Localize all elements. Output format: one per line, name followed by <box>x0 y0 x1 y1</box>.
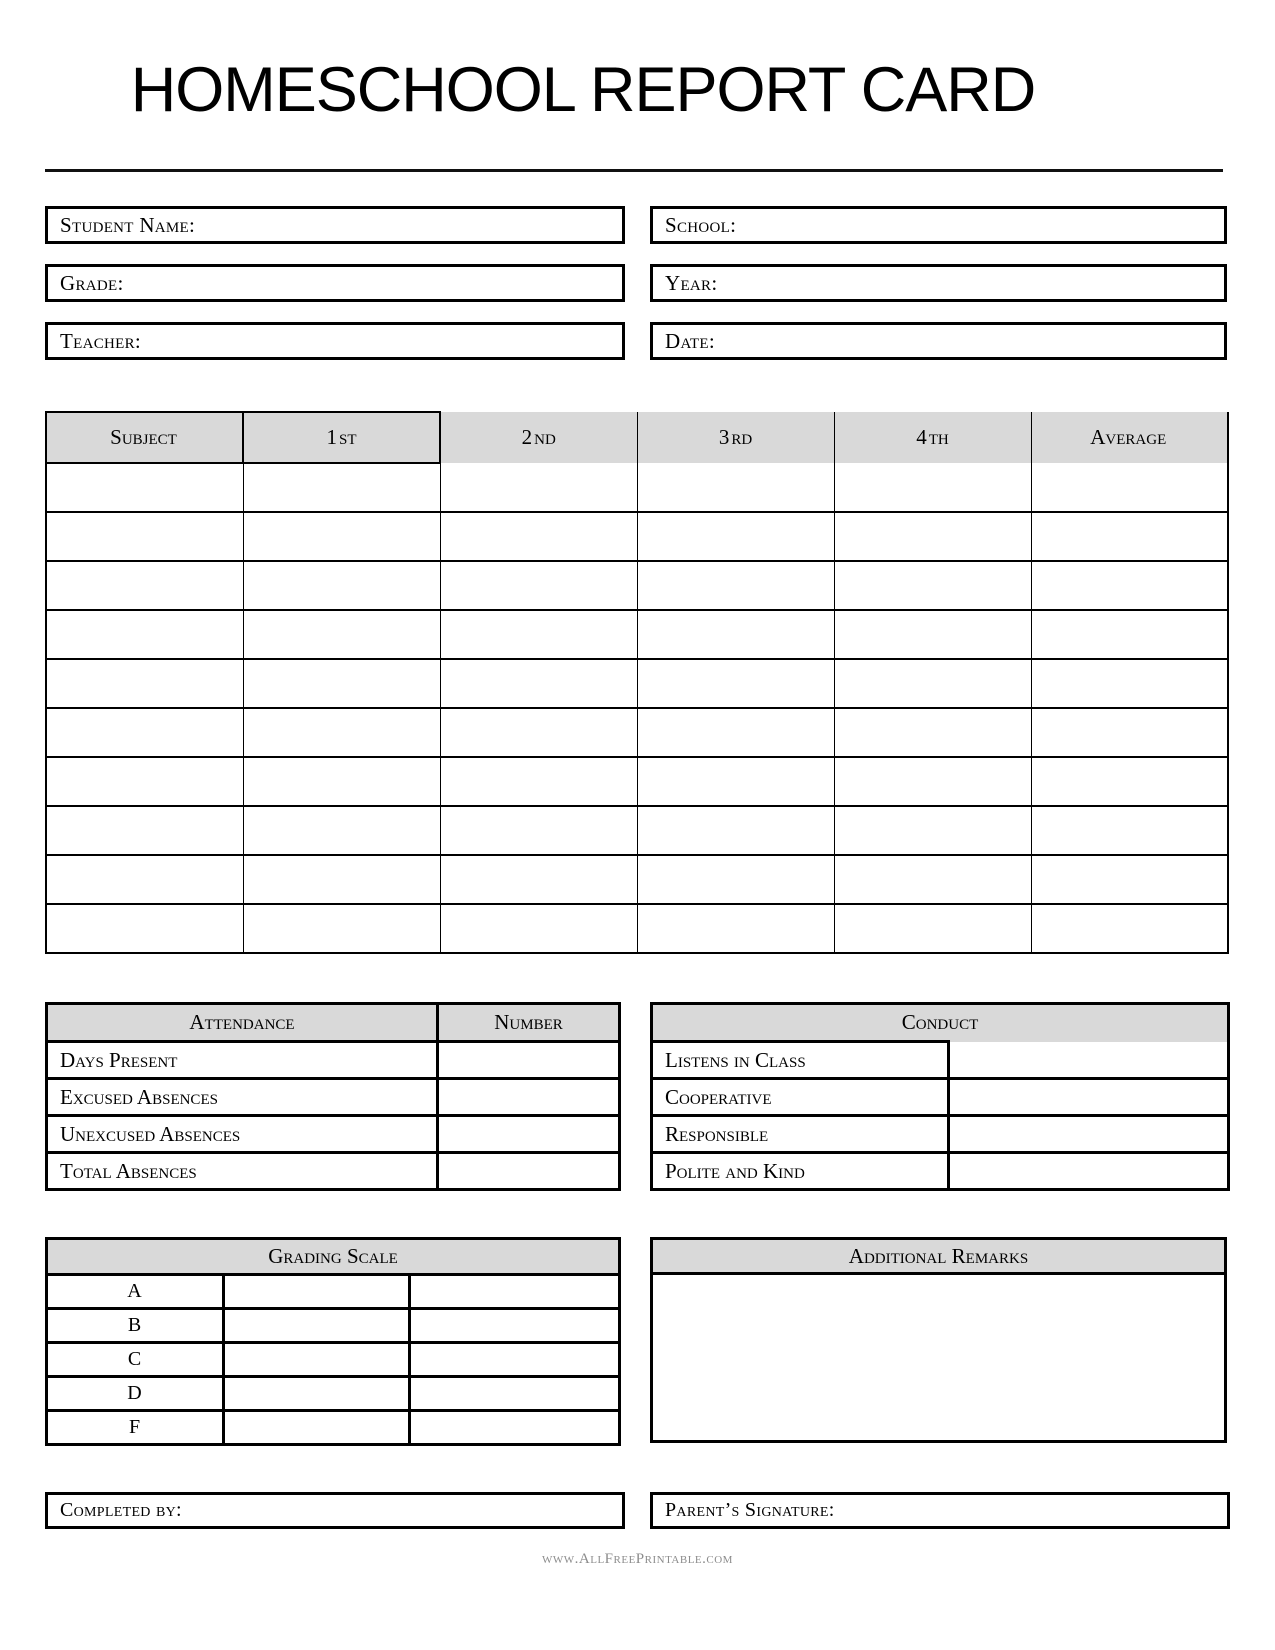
first-quarter-column-header: 1 ST <box>243 412 440 463</box>
subject-cell <box>46 610 243 659</box>
subject-cell <box>1031 659 1228 708</box>
subject-row <box>46 463 1228 512</box>
subject-row <box>46 610 1228 659</box>
subject-row <box>46 561 1228 610</box>
subject-cell <box>46 512 243 561</box>
grade-f-label: F <box>47 1411 224 1445</box>
conduct-row <box>652 1042 1229 1079</box>
subject-cell <box>1031 610 1228 659</box>
subject-cell <box>46 708 243 757</box>
subject-cell <box>46 855 243 904</box>
subject-cell <box>243 806 440 855</box>
grade-a-label: A <box>47 1275 224 1309</box>
subject-cell <box>46 757 243 806</box>
subject-row <box>46 708 1228 757</box>
grading-scale-row <box>47 1411 620 1445</box>
subject-cell <box>834 757 1031 806</box>
subject-row <box>46 904 1228 953</box>
teacher-field <box>45 322 625 360</box>
parents-signature-label: Parent’s Signature: <box>665 1499 835 1521</box>
subject-cell <box>1031 512 1228 561</box>
unexcused-absences-label: Unexcused Absences <box>47 1116 438 1153</box>
subject-cell <box>440 757 637 806</box>
attendance-table <box>45 1002 621 1191</box>
subject-cell <box>440 855 637 904</box>
conduct-header-row <box>652 1004 1229 1042</box>
grade-c-extra-cell <box>410 1343 620 1377</box>
date-label: Date: <box>665 328 715 353</box>
subject-cell <box>834 610 1031 659</box>
subject-row <box>46 659 1228 708</box>
polite-and-kind-value-cell <box>949 1153 1229 1190</box>
subject-cell <box>46 904 243 953</box>
total-absences-value-cell <box>438 1153 620 1190</box>
polite-and-kind-label: Polite and Kind <box>652 1153 949 1190</box>
days-present-value-cell <box>438 1042 620 1079</box>
days-present-label: Days Present <box>47 1042 438 1079</box>
attendance-row <box>47 1079 620 1116</box>
subject-cell <box>1031 561 1228 610</box>
attendance-column-header: Attendance <box>47 1004 438 1042</box>
subject-table-header-row <box>46 412 1228 463</box>
student-name-field <box>45 206 625 244</box>
grading-scale-column-header: Grading Scale <box>47 1239 620 1275</box>
student-name-label: Student Name: <box>60 212 196 237</box>
subject-cell <box>440 708 637 757</box>
subject-cell <box>243 904 440 953</box>
subject-cell <box>1031 855 1228 904</box>
attendance-row <box>47 1116 620 1153</box>
subject-column-header: Subject <box>46 412 243 463</box>
subject-cell <box>243 708 440 757</box>
subject-cell <box>46 561 243 610</box>
grade-f-extra-cell <box>410 1411 620 1445</box>
subject-grades-table <box>45 411 1227 954</box>
subject-cell <box>637 561 834 610</box>
subject-cell <box>46 463 243 512</box>
school-field <box>650 206 1227 244</box>
grade-label: Grade: <box>60 270 124 295</box>
subject-cell <box>440 561 637 610</box>
additional-remarks-header: Additional Remarks <box>653 1240 1224 1275</box>
subject-cell <box>637 904 834 953</box>
subject-cell <box>1031 904 1228 953</box>
cooperative-value-cell <box>949 1079 1229 1116</box>
attendance-row <box>47 1042 620 1079</box>
subject-cell <box>243 463 440 512</box>
second-quarter-column-header: 2 ND <box>440 412 637 463</box>
year-field <box>650 264 1227 302</box>
subject-cell <box>46 806 243 855</box>
conduct-row <box>652 1153 1229 1190</box>
teacher-label: Teacher: <box>60 328 142 353</box>
attendance-row <box>47 1153 620 1190</box>
listens-in-class-label: Listens in Class <box>652 1042 949 1079</box>
year-label: Year: <box>665 270 718 295</box>
subject-cell <box>834 659 1031 708</box>
subject-cell <box>1031 463 1228 512</box>
subject-cell <box>243 610 440 659</box>
conduct-table <box>650 1002 1230 1191</box>
subject-cell <box>637 806 834 855</box>
subject-row <box>46 757 1228 806</box>
subject-cell <box>243 757 440 806</box>
subject-cell <box>637 610 834 659</box>
total-absences-label: Total Absences <box>47 1153 438 1190</box>
attendance-header-row <box>47 1004 620 1042</box>
conduct-row <box>652 1079 1229 1116</box>
subject-cell <box>834 806 1031 855</box>
grade-b-range-cell <box>224 1309 410 1343</box>
responsible-value-cell <box>949 1116 1229 1153</box>
date-field <box>650 322 1227 360</box>
conduct-row <box>652 1116 1229 1153</box>
subject-cell <box>1031 806 1228 855</box>
subject-cell <box>637 512 834 561</box>
grading-scale-row <box>47 1343 620 1377</box>
grade-f-range-cell <box>224 1411 410 1445</box>
responsible-label: Responsible <box>652 1116 949 1153</box>
grade-b-label: B <box>47 1309 224 1343</box>
subject-row <box>46 512 1228 561</box>
grade-field <box>45 264 625 302</box>
subject-cell <box>834 855 1031 904</box>
grading-scale-row <box>47 1275 620 1309</box>
subject-cell <box>637 659 834 708</box>
grading-scale-header-row <box>47 1239 620 1275</box>
subject-cell <box>834 904 1031 953</box>
subject-cell <box>1031 708 1228 757</box>
subject-cell <box>243 512 440 561</box>
subject-cell <box>243 659 440 708</box>
subject-cell <box>440 904 637 953</box>
third-quarter-column-header: 3 RD <box>637 412 834 463</box>
subject-cell <box>440 806 637 855</box>
subject-cell <box>1031 757 1228 806</box>
grading-scale-row <box>47 1309 620 1343</box>
subject-row <box>46 806 1228 855</box>
grade-c-range-cell <box>224 1343 410 1377</box>
completed-by-field <box>45 1492 625 1529</box>
excused-absences-label: Excused Absences <box>47 1079 438 1116</box>
subject-cell <box>834 463 1031 512</box>
completed-by-label: Completed by: <box>60 1499 182 1521</box>
subject-cell <box>834 708 1031 757</box>
title-divider <box>45 169 1223 172</box>
subject-cell <box>440 659 637 708</box>
subject-cell <box>46 659 243 708</box>
subject-cell <box>440 512 637 561</box>
subject-cell <box>243 561 440 610</box>
school-label: School: <box>665 212 737 237</box>
subject-cell <box>834 561 1031 610</box>
cooperative-label: Cooperative <box>652 1079 949 1116</box>
average-column-header: Average <box>1031 412 1228 463</box>
grade-a-range-cell <box>224 1275 410 1309</box>
grade-a-extra-cell <box>410 1275 620 1309</box>
grade-c-label: C <box>47 1343 224 1377</box>
subject-cell <box>440 463 637 512</box>
page-title: HOMESCHOOL REPORT CARD <box>130 55 1036 125</box>
subject-cell <box>834 512 1031 561</box>
subject-cell <box>440 610 637 659</box>
grade-d-extra-cell <box>410 1377 620 1411</box>
grade-b-extra-cell <box>410 1309 620 1343</box>
grading-scale-row <box>47 1377 620 1411</box>
subject-cell <box>637 855 834 904</box>
fourth-quarter-column-header: 4 TH <box>834 412 1031 463</box>
subject-cell <box>243 855 440 904</box>
website-footer: www.AllFreePrintable.com <box>542 1551 733 1567</box>
listens-in-class-value-cell <box>949 1042 1229 1079</box>
parents-signature-field <box>650 1492 1230 1529</box>
conduct-column-header: Conduct <box>652 1004 1229 1042</box>
additional-remarks-box <box>650 1237 1227 1443</box>
unexcused-absences-value-cell <box>438 1116 620 1153</box>
grade-d-label: D <box>47 1377 224 1411</box>
subject-cell <box>637 463 834 512</box>
subject-cell <box>637 708 834 757</box>
subject-row <box>46 855 1228 904</box>
grade-d-range-cell <box>224 1377 410 1411</box>
number-column-header: Number <box>438 1004 620 1042</box>
grading-scale-table <box>45 1237 621 1446</box>
excused-absences-value-cell <box>438 1079 620 1116</box>
subject-cell <box>637 757 834 806</box>
